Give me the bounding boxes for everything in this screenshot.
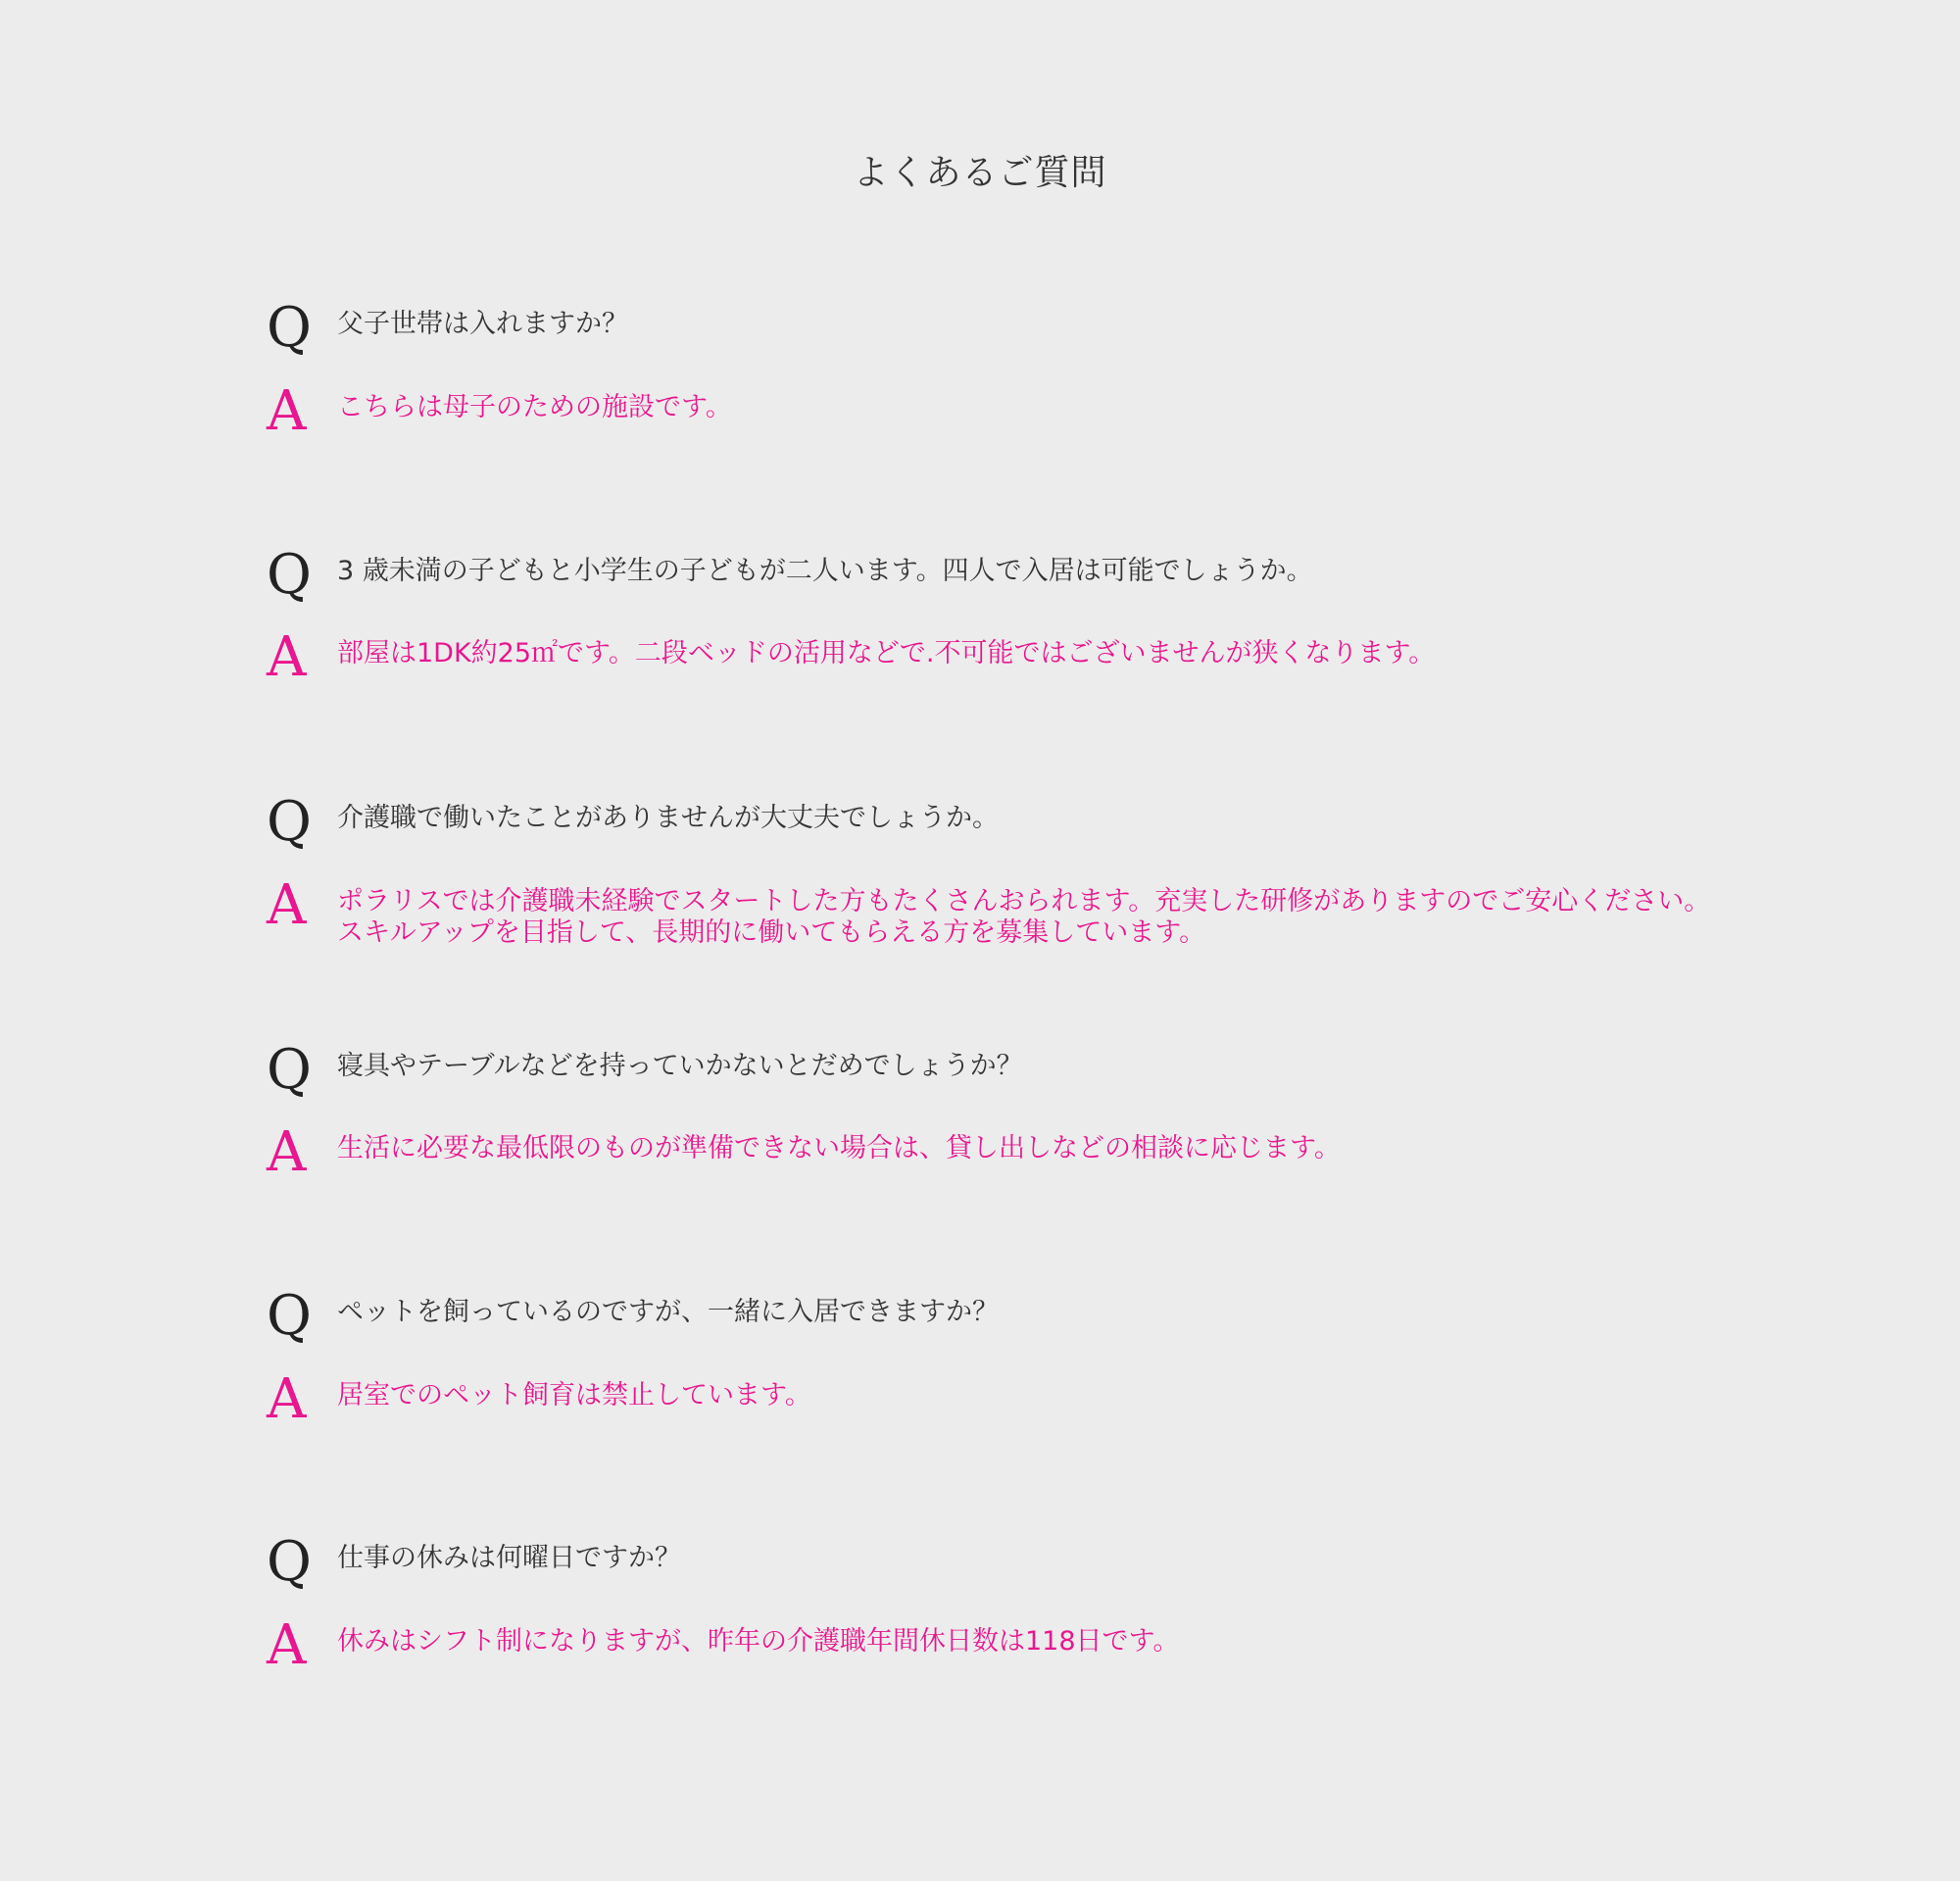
answer-marker: A bbox=[267, 1367, 307, 1431]
question-text: 介護職で働いたことがありませんが大丈夫でしょうか。 bbox=[337, 803, 999, 833]
answer-marker: A bbox=[267, 379, 307, 443]
question-text: 仕事の休みは何曜日ですか？ bbox=[337, 1543, 681, 1573]
question-text: ペットを飼っているのですが、一緒に入居できますか？ bbox=[337, 1297, 999, 1327]
question-marker: Q bbox=[267, 1284, 312, 1348]
question-text: 3 歳未満の子どもと小学生の子どもが二人います。四人で入居は可能でしょうか。 bbox=[337, 556, 1313, 586]
question-marker: Q bbox=[267, 1038, 312, 1102]
answer-marker: A bbox=[267, 873, 307, 937]
answer-marker: A bbox=[267, 625, 307, 689]
answer-text: 居室でのペット飼育は禁止しています。 bbox=[337, 1380, 811, 1411]
question-marker: Q bbox=[267, 296, 312, 360]
question-text: 父子世帯は入れますか？ bbox=[337, 309, 628, 339]
question-marker: Q bbox=[267, 790, 312, 854]
answer-text: 部屋は1DK約25㎡です。二段ベッドの活用などで.不可能ではございませんが狭くなります。 bbox=[337, 638, 1436, 668]
question-marker: Q bbox=[267, 543, 312, 607]
answer-text: 休みはシフト制になりますが、昨年の介護職年間休日数は118日です。 bbox=[337, 1626, 1180, 1657]
question-text: 寝具やテーブルなどを持っていかないとだめでしょうか？ bbox=[337, 1051, 1023, 1081]
answer-text: こちらは母子のための施設です。 bbox=[337, 392, 732, 422]
answer-text: ポラリスでは介護職未経験でスタートした方もたくさんおられます。充実した研修がありますのでご安心ください。 スキルアップを目指して、長期的に働いてもらえる方を募集しています。 bbox=[337, 886, 1711, 948]
answer-marker: A bbox=[267, 1120, 307, 1184]
answer-text: 生活に必要な最低限のものが準備できない場合は、貸し出しなどの相談に応じます。 bbox=[337, 1133, 1341, 1163]
page-title: よくあるご質問 bbox=[853, 153, 1107, 193]
question-marker: Q bbox=[267, 1530, 312, 1594]
answer-marker: A bbox=[267, 1613, 307, 1677]
